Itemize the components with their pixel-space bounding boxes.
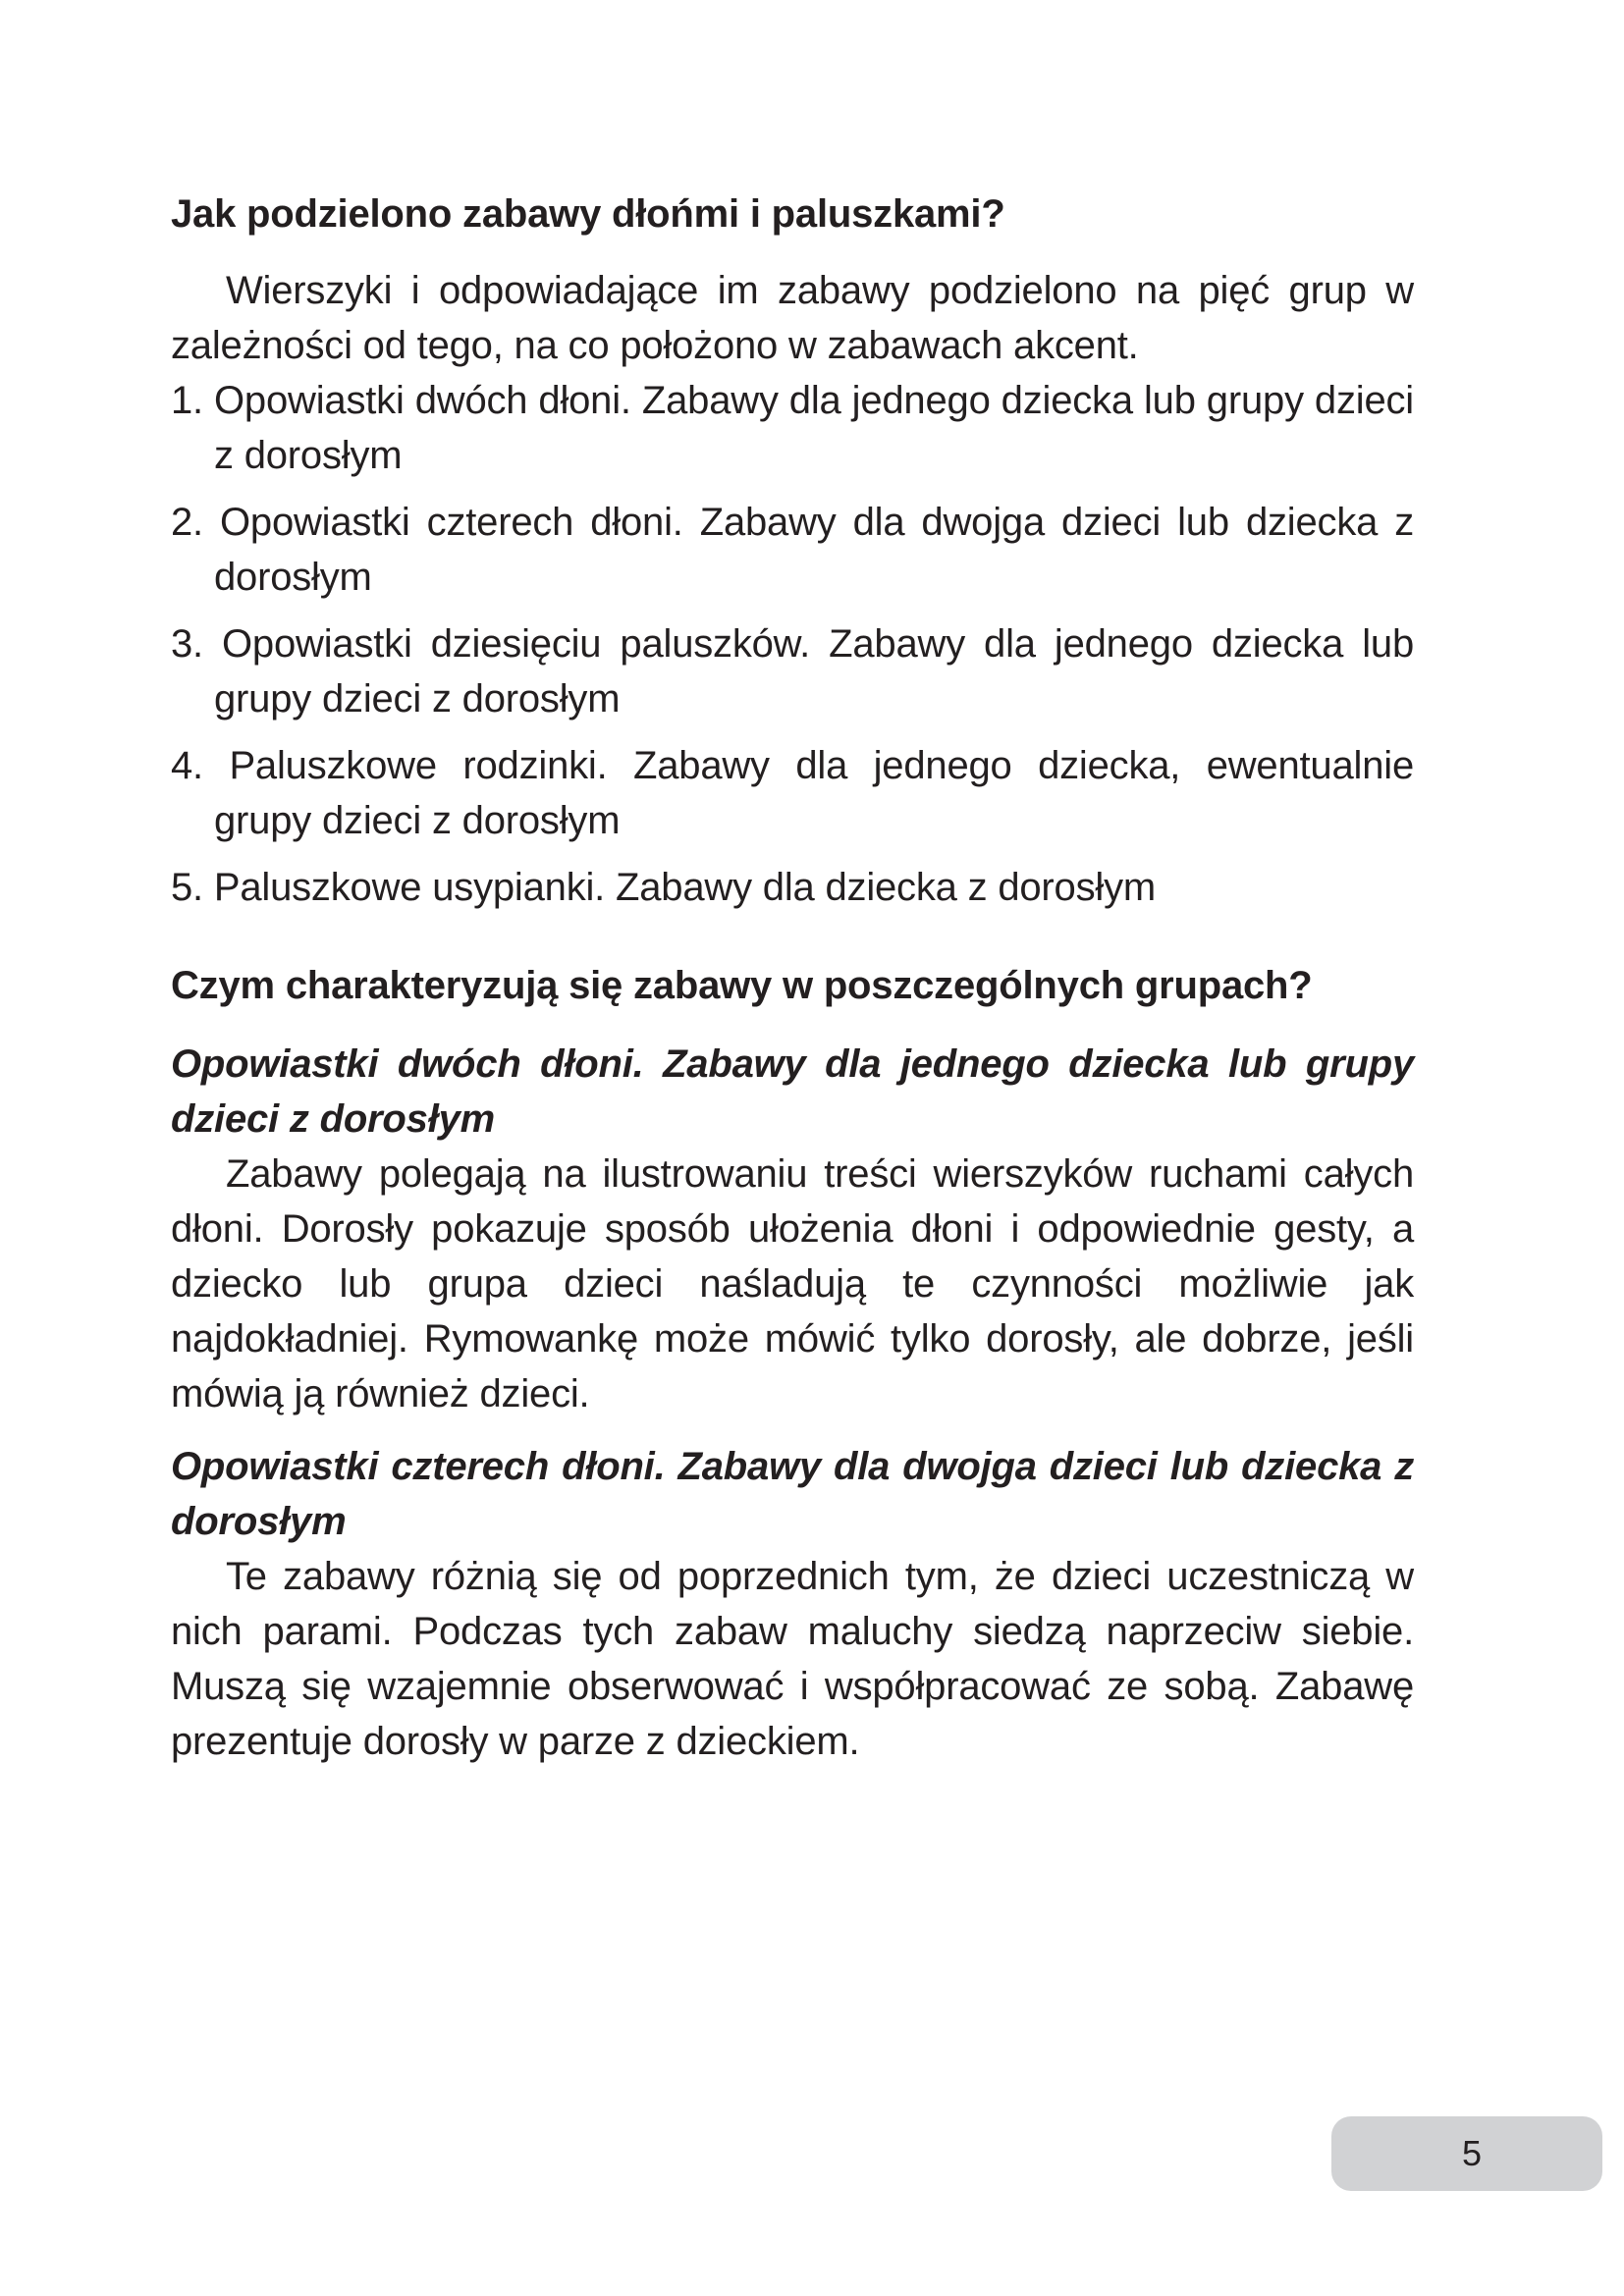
intro-paragraph: Wierszyki i odpowiadające im zabawy podzielono na pięć grup w zależności od tego, na co położono w zabawach akcent. — [171, 269, 1414, 367]
list-item: 5. Paluszkowe usypianki. Zabawy dla dziecka z dorosłym — [171, 866, 1156, 909]
page-number: 5 — [1461, 2133, 1483, 2173]
group-1-description: Zabawy polegają na ilustrowaniu treści wierszyków ruchami całych dłoni. Dorosły pokazuje sposób ułożenia dłoni i odpowiednie gesty, a dziecko lub grupa dzieci naśladują te czynności możliwie jak najdokładniej. Rymowankę może mówić tylko dorosły, ale dobrze, jeśli mówią ją również dzieci. — [171, 1152, 1414, 1415]
group-2-title: Opowiastki czterech dłoni. Zabawy dla dwojga dzieci lub dziecka z dorosłym — [171, 1445, 1414, 1543]
list-item: 1. Opowiastki dwóch dłoni. Zabawy dla jednego dziecka lub grupy dzieci z dorosłym — [171, 379, 1414, 477]
list-item: 3. Opowiastki dziesięciu paluszków. Zabawy dla jednego dziecka lub grupy dzieci z dorosłym — [171, 622, 1414, 721]
group-list — [171, 373, 1414, 915]
section-heading-characteristics: Czym charakteryzują się zabawy w poszczególnych grupach? — [171, 964, 1313, 1007]
page-number-tab — [1331, 2116, 1602, 2191]
group-2-description: Te zabawy różnią się od poprzednich tym, że dzieci uczestniczą w nich parami. Podczas tych zabaw maluchy siedzą naprzeciw siebie. Muszą się wzajemnie obserwować i współpracować ze sobą. Zabawę prezentuje dorosły w parze z dzieckiem. — [171, 1555, 1414, 1763]
page-content — [171, 187, 1414, 1769]
section-heading-division: Jak podzielono zabawy dłońmi i paluszkami? — [171, 192, 1005, 236]
list-item: 2. Opowiastki czterech dłoni. Zabawy dla dwojga dzieci lub dziecka z dorosłym — [171, 501, 1414, 599]
list-item: 4. Paluszkowe rodzinki. Zabawy dla jednego dziecka, ewentualnie grupy dzieci z dorosłym — [171, 744, 1414, 842]
group-1-title: Opowiastki dwóch dłoni. Zabawy dla jednego dziecka lub grupy dzieci z dorosłym — [171, 1042, 1414, 1141]
